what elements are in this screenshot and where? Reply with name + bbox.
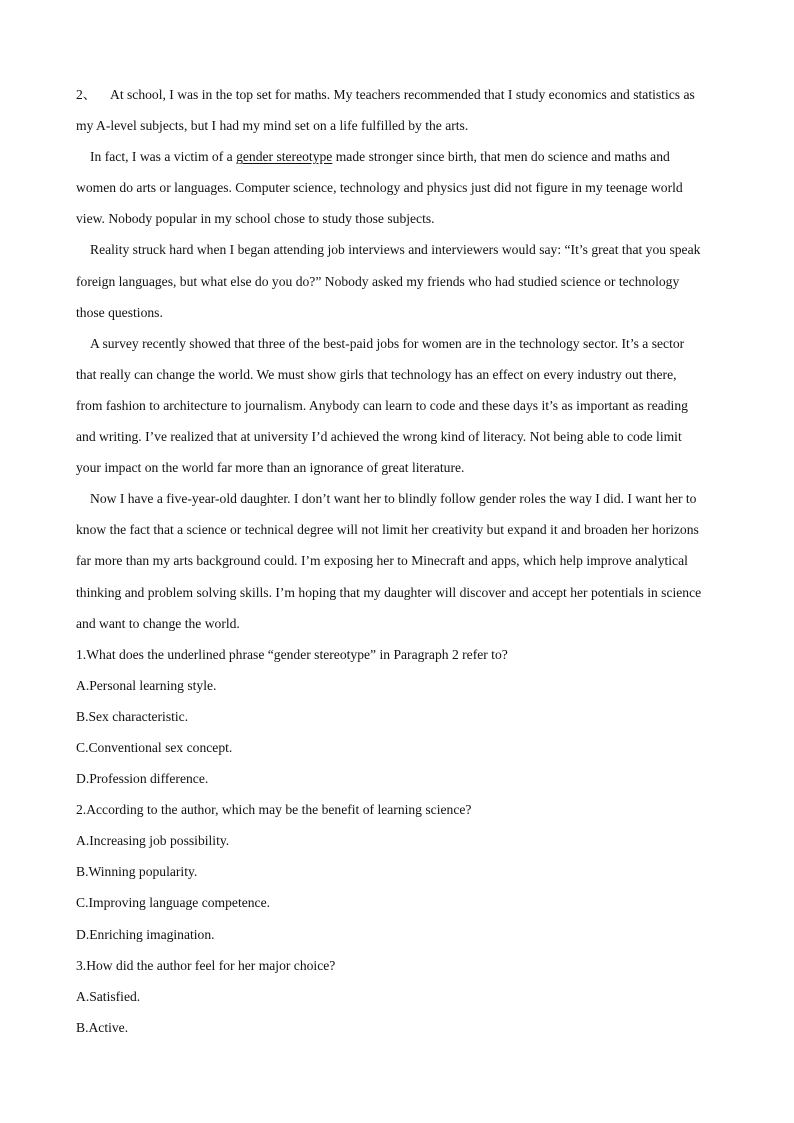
answer-option: D.Profession difference. [76,771,209,787]
passage-line: thinking and problem solving skills. I’m hoping that my daughter will discover and accept her potentials in science [76,584,702,600]
passage-paragraph-1 [76,79,726,141]
question-2 [76,794,726,949]
passage-line: A survey recently showed that three of the best-paid jobs for women are in the technology sector. It’s a sector [90,335,685,351]
answer-option: A.Satisfied. [76,988,141,1004]
passage-line: from fashion to architecture to journalism. Anybody can learn to code and these days it’s as important as reading [76,397,688,413]
passage-paragraph-5 [76,483,726,638]
passage-line: that really can change the world. We must show girls that technology has an effect on every industry out there, [76,366,677,382]
answer-option: B.Winning popularity. [76,864,198,880]
passage-line: Reality struck hard when I began attending job interviews and interviewers would say: “It’s great that you speak [90,242,701,258]
answer-option: B.Sex characteristic. [76,708,189,724]
passage-text: At school, I was in the top set for maths. My teachers recommended that I study economics and statistics as [110,87,695,102]
question-1 [76,639,726,794]
passage-line: your impact on the world far more than an ignorance of great literature. [76,460,465,476]
document-page [76,79,726,1043]
underlined-phrase: gender stereotype [236,149,333,165]
passage-line: those questions. [76,304,163,320]
passage-text: made stronger since birth, that men do science and maths and [332,149,670,165]
answer-option: A.Personal learning style. [76,677,217,693]
answer-option: D.Enriching imagination. [76,926,215,942]
answer-option: B.Active. [76,1019,129,1035]
passage-line: far more than my arts background could. I’m exposing her to Minecraft and apps, which help improve analytical [76,553,688,569]
question-stem: 1.What does the underlined phrase “gender stereotype” in Paragraph 2 refer to? [76,646,508,662]
passage-line [76,141,726,172]
answer-option: A.Increasing job possibility. [76,833,230,849]
answer-option: C.Improving language competence. [76,895,271,911]
question-3 [76,950,726,1043]
question-stem: 2.According to the author, which may be the benefit of learning science? [76,802,472,818]
passage-paragraph-4 [76,328,726,483]
passage-line: and want to change the world. [76,615,240,631]
passage-line: women do arts or languages. Computer science, technology and physics just did not figure in my teenage world [76,180,683,196]
passage-line: know the fact that a science or technical degree will not limit her creativity but expand it and broaden her horizons [76,522,699,538]
passage-line: Now I have a five-year-old daughter. I don’t want her to blindly follow gender roles the way I did. I want her to [90,491,697,507]
question-stem: 3.How did the author feel for her major choice? [76,957,336,973]
passage-text: In fact, I was a victim of a [90,149,237,165]
passage-line: and writing. I’ve realized that at university I’d achieved the wrong kind of literacy. Not being able to code limit [76,429,682,445]
passage-line: my A-level subjects, but I had my mind set on a life fulfilled by the arts. [76,118,469,134]
passage-number: 2、 [76,87,97,102]
passage-paragraph-2 [76,141,726,234]
passage-paragraph-3 [76,234,726,327]
answer-option: C.Conventional sex concept. [76,739,233,755]
passage-line: foreign languages, but what else do you do?” Nobody asked my friends who had studied science or technology [76,273,680,289]
passage-line [76,79,726,110]
passage-line: view. Nobody popular in my school chose to study those subjects. [76,211,435,227]
